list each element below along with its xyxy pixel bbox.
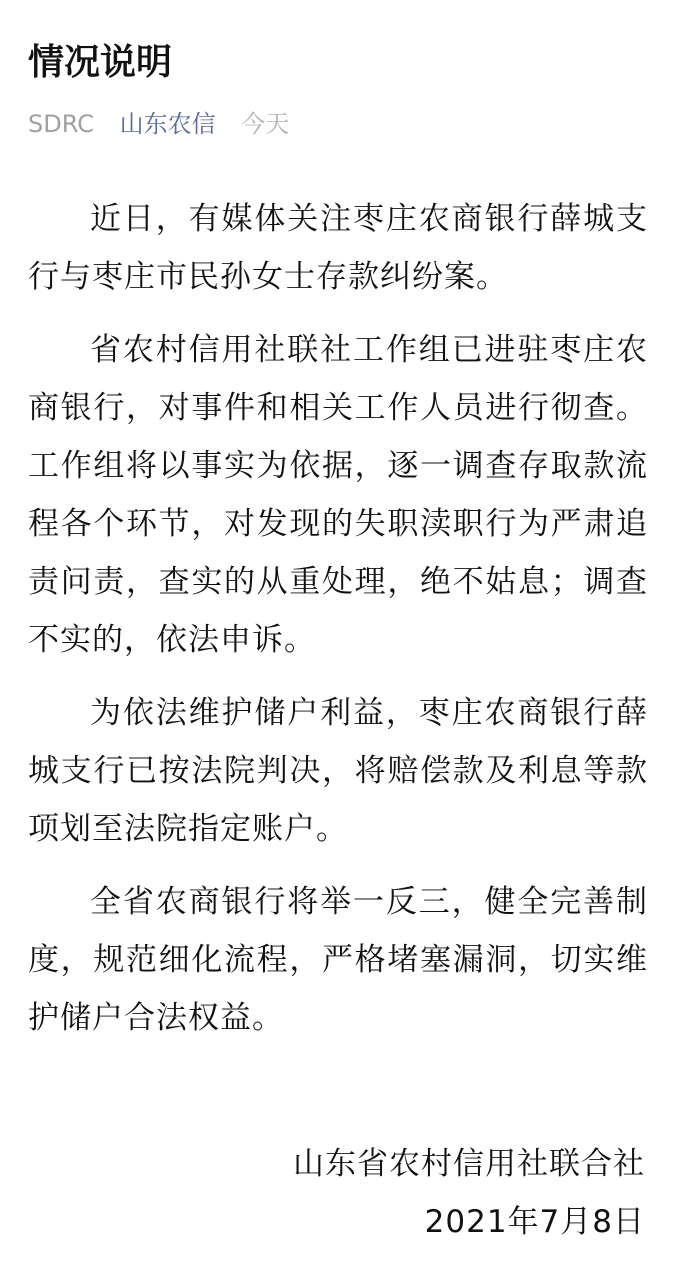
signature-organization: 山东省农村信用社联合社 [293, 1146, 645, 1182]
article-title: 情况说明 [28, 42, 173, 83]
paragraph: 全省农商银行将举一反三，健全完善制度，规范细化流程，严格堵塞漏洞，切实维护储户合法权益。 [28, 884, 648, 1036]
meta-account-link[interactable]: 山东农信 [119, 110, 216, 138]
signature-date: 2021年7月8日 [424, 1204, 645, 1240]
paragraph: 省农村信用社联社工作组已进驻枣庄农商银行，对事件和相关工作人员进行彻查。工作组将以事实为依据，逐一调查存取款流程各个环节，对发现的失职渎职行为严肃追责问责，查实的从重处理，绝不姑息；调查不实的，依法申诉。 [28, 332, 648, 658]
paragraph: 近日，有媒体关注枣庄农商银行薛城支行与枣庄市民孙女士存款纠纷案。 [28, 201, 648, 295]
meta-publish-time: 今天 [241, 110, 290, 138]
meta-source: SDRC [28, 110, 94, 138]
signature-block [293, 1135, 645, 1251]
article-body [28, 190, 648, 1047]
article [28, 0, 648, 1062]
paragraph: 为依法维护储户利益，枣庄农商银行薛城支行已按法院判决，将赔偿款及利息等款项划至法院指定账户。 [28, 695, 648, 847]
article-meta [28, 106, 648, 142]
